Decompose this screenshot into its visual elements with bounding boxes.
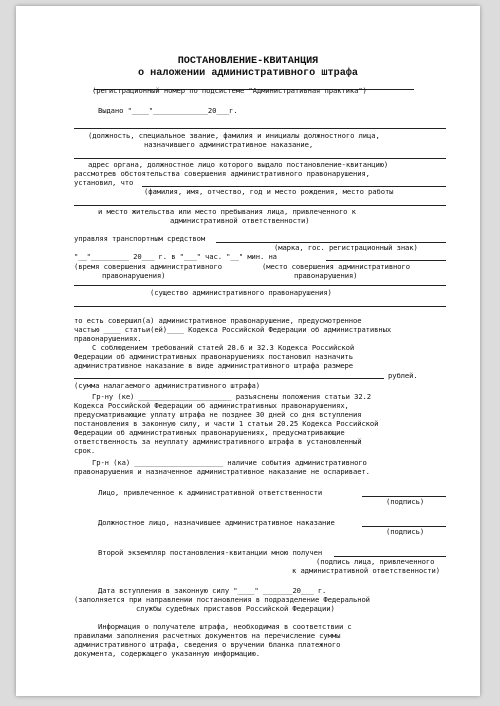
text-line: (заполняется при направлении постановления в подразделение Федеральной [74, 595, 370, 604]
text-line: (подпись) [386, 497, 425, 506]
text-line: управляя транспортным средством [74, 234, 206, 243]
text-line: частью ____ статьи(ей)____ Кодекса Российской Федерации об административных [74, 325, 392, 334]
text-line: Выдано "____"_____________20___г. [98, 106, 238, 115]
text-line: правонарушениях. [74, 334, 142, 343]
document-page [16, 6, 480, 696]
text-line: административное наказание в виде административного штрафа размере [74, 361, 353, 370]
text-line: административной ответственности) [170, 216, 310, 225]
text-line: Гр-ну (ке) ______________________ разъяснены положения статьи 32.2 [92, 392, 371, 401]
text-line: (место совершения административного [262, 262, 410, 271]
text-line: Должностное лицо, назначившее административное наказание [98, 518, 335, 527]
text-line: Лицо, привлеченное к административной ответственности [98, 488, 323, 497]
text-line: "__"_________ 20___ г. в "___" час. "__" мин. на [74, 252, 277, 261]
text-line: документа, содержащего указанную информацию. [74, 649, 260, 658]
text-line: административного штрафа, сведения о вручении бланка платежного [74, 640, 341, 649]
text-line: Дата вступления в законную силу "____" _______20___ г. [98, 586, 327, 595]
text-line: рассмотрев обстоятельства совершения административного правонарушения, [74, 169, 370, 178]
text-line: (должность, специальное звание, фамилия и инициалы должностного лица, [88, 131, 380, 140]
document-subtitle: о наложении административного штрафа [137, 68, 359, 79]
text-line: правонарушения) [102, 271, 166, 280]
text-line: (сумма налагаемого административного штрафа) [74, 381, 260, 390]
text-line: к административной ответственности) [292, 566, 440, 575]
text-line: правилами заполнения расчетных документов на перечисление суммы [74, 631, 341, 640]
text-line: (подпись) [386, 527, 425, 536]
text-line: постановления в законную силу, и части 1 статьи 20.25 Кодекса Российской [74, 419, 379, 428]
text-line: и место жительства или место пребывания лица, привлеченного к [98, 207, 356, 216]
text-line: (марка, гос. регистрационный знак) [274, 243, 418, 252]
text-line: ответственность за неуплату административного штрафа в установленный [74, 437, 362, 446]
text-line: (существо административного правонарушения) [150, 288, 332, 297]
text-line: правонарушения и назначенное административное наказание не оспаривает. [74, 467, 370, 476]
fill-line [326, 260, 446, 261]
text-line: назначившего административное наказание, [144, 140, 314, 149]
fill-line [74, 205, 446, 206]
text-line: срок. [74, 446, 96, 455]
fill-line [74, 378, 384, 379]
text-line: Федерации об административных правонарушениях, предусматривающие [74, 428, 345, 437]
text-line: то есть совершил(а) административное правонарушение, предусмотренное [74, 316, 362, 325]
text-line: установил, что [74, 178, 134, 187]
text-line: Гр-н (ка) _____________________ наличие события административного [92, 458, 367, 467]
text-line: С соблюдением требований статей 28.6 и 32.3 Кодекса Российской [92, 343, 355, 352]
text-line: (время совершения административного [74, 262, 222, 271]
fill-line [74, 128, 446, 129]
text-line: рублей. [388, 371, 418, 380]
text-line: службы судебных приставов Российской Федерации) [136, 604, 335, 613]
text-line: правонарушения) [294, 271, 358, 280]
text-line: Информация о получателе штрафа, необходимая в соответствии с [98, 622, 352, 631]
text-line: предусматривающие уплату штрафа не позднее 30 дней со дня вступления [74, 410, 362, 419]
text-line: (подпись лица, привлеченного [316, 557, 435, 566]
document-title: ПОСТАНОВЛЕНИЕ-КВИТАНЦИЯ [177, 56, 319, 67]
text-line: Второй экземпляр постановления-квитанции мною получен [98, 548, 323, 557]
text-line: (фамилия, имя, отчество, год и место рождения, место работы [144, 187, 394, 196]
text-line: адрес органа, должностное лицо которого выдало постановление-квитанцию) [88, 160, 389, 169]
text-line: Кодекса Российской Федерации об административных правонарушениях, [74, 401, 349, 410]
text-line: Федерации об административных правонарушениях постановил назначить [74, 352, 353, 361]
fill-line [74, 306, 446, 307]
fill-line [74, 285, 446, 286]
fill-line [74, 158, 446, 159]
text-line: (регистрационный номер по подсистеме "Административная практика") [92, 86, 367, 95]
